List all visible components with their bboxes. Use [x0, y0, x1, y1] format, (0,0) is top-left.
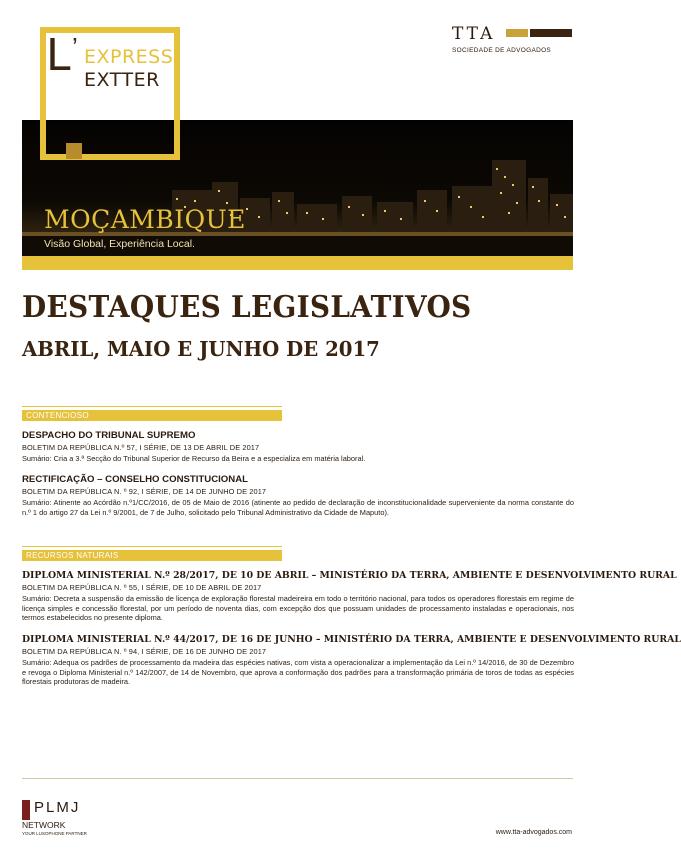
footer-website-link[interactable]: www.tta-advogados.com	[495, 829, 572, 836]
tagline: Visão Global, Experiência Local.	[44, 238, 195, 250]
brand-express: EXPRESS	[84, 46, 174, 68]
plmj-logo-text: PLMJ	[34, 799, 81, 816]
brand-letter-l: L	[46, 30, 71, 81]
banner-gold-strip	[22, 256, 573, 270]
entry-summary: Sumário: Adequa os padrões de processamento da madeira das espécies nativas, com vista a operacionalizar a implementação da Lei n.º 14/2016, de 30 de Dezembro e revoga o Diploma Ministerial n.º 142/2007, de 14 de Novembro, que aprova a conformação dos padrões para a transformação primária de toros de todas as espécies florestais produtoras de madeira.	[22, 658, 574, 687]
entry-reference: BOLETIM DA REPÚBLICA N.º 57, I SÉRIE, DE 13 DE ABRIL DE 2017	[22, 443, 260, 452]
entry-reference: BOLETIM DA REPÚBLICA N. º 92, I SÉRIE, DE 14 DE JUNHO DE 2017	[22, 487, 267, 496]
brand-apostrophe: ’	[72, 32, 78, 62]
entry-summary: Sumário: Atinente ao Acórdão n.º1/CC/2016, de 05 de Maio de 2016 (atinente ao pedido de declaração de inconstitucionalidade superveniente da norma constante do n.º 1 do artigo 27 da Lei n.º 9/2001, de 7 de Julho, solicitado pelo Tribunal Administrativo da Cidade de Maputo).	[22, 498, 574, 517]
plmj-network-text: NETWORK	[22, 820, 66, 830]
page-title: DESTAQUES LEGISLATIVOS	[22, 290, 472, 325]
country-title: MOÇAMBIQUE	[44, 205, 246, 234]
entry-title: DIPLOMA MINISTERIAL N.º 28/2017, DE 10 DE ABRIL – MINISTÉRIO DA TERRA, AMBIENTE E DESENVOLVIMENTO RURAL	[22, 570, 677, 581]
entry-summary: Sumário: Decreta a suspensão da emissão de licença de exploração florestal madeireira em todo o território nacional, para todos os operadores florestais em regime de licença simples e concessão florestal, por um período de noventa dias, com excepção dos que possuam unidades de processamento instaladas e operacionais, nos termos estabelecidos no presente diploma.	[22, 594, 574, 623]
tta-logo-subtitle: SOCIEDADE DE ADVOGADOS	[452, 47, 552, 54]
list-item	[22, 430, 574, 464]
plmj-partner-text: YOUR LUSOPHONE PARTNER	[22, 831, 87, 836]
tta-logo	[452, 26, 574, 54]
tta-logo-bar-brown	[530, 29, 572, 37]
footer-divider	[22, 778, 573, 779]
section-header-recursos-naturais: RECURSOS NATURAIS	[22, 550, 282, 561]
entry-title: RECTIFICAÇÃO – CONSELHO CONSTITUCIONAL	[22, 474, 248, 485]
entry-reference: BOLETIM DA REPÚBLICA N. º 94, I SÉRIE, DE 16 DE JUNHO DE 2017	[22, 647, 267, 656]
list-item	[22, 474, 574, 517]
page-subtitle: ABRIL, MAIO E JUNHO DE 2017	[22, 337, 380, 361]
logo-gold-square	[66, 143, 82, 159]
list-item	[22, 570, 677, 623]
entry-title: DIPLOMA MINISTERIAL N.º 44/2017, DE 16 DE JUNHO – MINISTÉRIO DA TERRA, AMBIENTE E DESENVOLVIMENTO RURAL	[22, 634, 681, 645]
tta-logo-text: TTA	[452, 24, 496, 44]
entry-summary: Sumário: Cria a 3.ª Secção do Tribunal Superior de Recurso da Beira e a especializa em matéria laboral.	[22, 454, 366, 463]
plmj-mark-icon	[22, 800, 30, 820]
list-item	[22, 634, 681, 687]
entry-reference: BOLETIM DA REPÚBLICA N. º 55, I SÉRIE, DE 10 DE ABRIL DE 2017	[22, 583, 262, 592]
entry-title: DESPACHO DO TRIBUNAL SUPREMO	[22, 430, 196, 441]
tta-logo-bar-gold	[506, 29, 528, 37]
brand-extter: EXTTER	[84, 69, 160, 91]
section-header-contencioso: CONTENCIOSO	[22, 410, 282, 421]
